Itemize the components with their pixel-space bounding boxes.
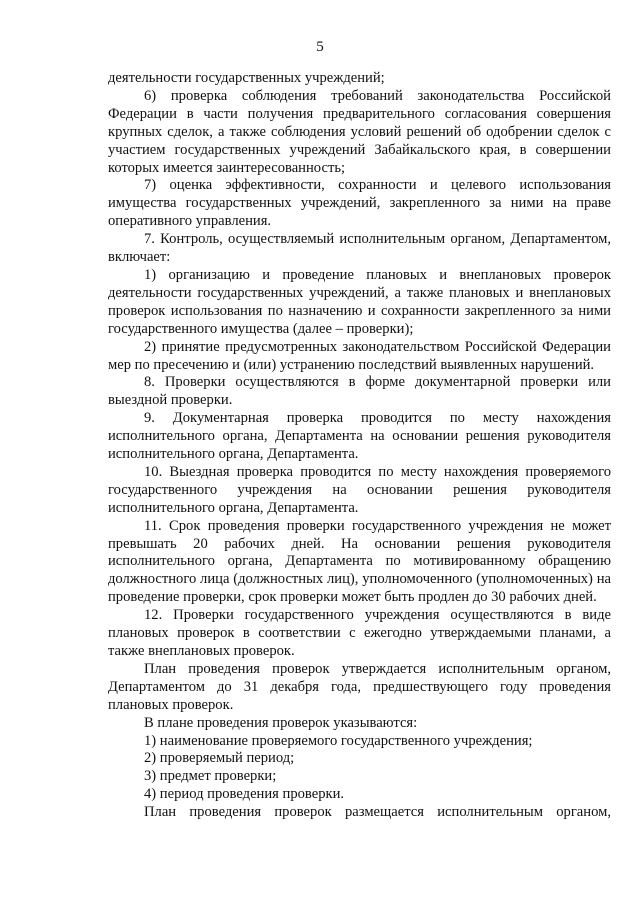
list-item: 3) предмет проверки; <box>144 768 277 785</box>
paragraph: 12. Проверки государственного учреждения осуществляются в виде плановых проверок в соответствии с ежегодно утверждаемыми планами, а также внеплановых проверок. <box>108 607 611 659</box>
paragraph: 1) организацию и проведение плановых и внеплановых проверок деятельности государственных учреждений, а также плановых и внеплановых проверок использования по назначению и сохранности закрепленного за ними государственного имущества (далее – проверки); <box>108 266 611 337</box>
paragraph: 7) оценка эффективности, сохранности и целевого использования имущества государственных учреждений, закрепленного за ними на праве оперативного управления. <box>108 177 611 230</box>
paragraph: План проведения проверок утверждается исполнительным органом, Департаментом до 31 декабря года, предшествующего году проведения плановых проверок. <box>108 660 611 713</box>
paragraph: В плане проведения проверок указываются: <box>144 714 418 731</box>
paragraph: 6) проверка соблюдения требований законодательства Российской Федерации в части получения предварительного согласования совершения крупных сделок, а также соблюдения условий решений об одобрении сделок с участием государственных учреждений Забайкальского края, в совершении которых имеется заинтересованность; <box>108 87 611 176</box>
page-number: 5 <box>316 39 324 55</box>
paragraph: 8. Проверки осуществляются в форме документарной проверки или выездной проверки. <box>108 374 611 409</box>
list-item: 4) период проведения проверки. <box>144 786 345 803</box>
paragraph: 2) принятие предусмотренных законодательством Российской Федерации мер по пресечению и (или) устранению последствий выявленных нарушений. <box>108 338 611 373</box>
paragraph: 9. Документарная проверка проводится по месту нахождения исполнительного органа, Департамента на основании решения руководителя исполнительного органа, Департамента. <box>108 410 611 463</box>
paragraph: План проведения проверок размещается исполнительным органом, <box>144 804 611 821</box>
list-item: 1) наименование проверяемого государственного учреждения; <box>144 732 533 749</box>
list-item: 2) проверяемый период; <box>144 750 295 767</box>
document-body <box>108 70 611 822</box>
paragraph: 10. Выездная проверка проводится по месту нахождения проверяемого государственного учреждения на основании решения руководителя исполнительного органа, Департамента. <box>108 463 611 516</box>
paragraph: деятельности государственных учреждений; <box>108 70 385 86</box>
paragraph: 11. Срок проведения проверки государственного учреждения не может превышать 20 рабочих дней. На основании решения руководителя исполнительного органа, Департамента по мотивированному обращению должностного лица (должностных лиц), уполномоченного (уполномоченных) на проведение проверки, срок проверки может быть продлен до 30 рабочих дней. <box>108 517 611 606</box>
paragraph: 7. Контроль, осуществляемый исполнительным органом, Департаментом, включает: <box>108 231 611 266</box>
